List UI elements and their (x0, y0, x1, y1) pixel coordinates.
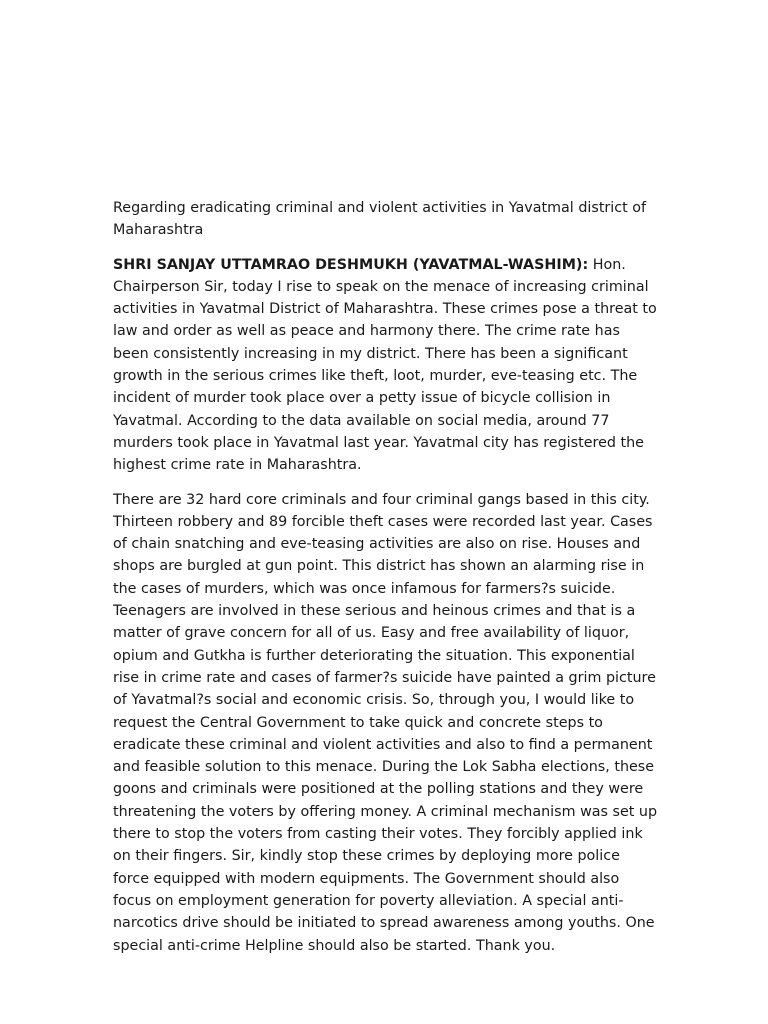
speech-paragraph-2: There are 32 hard core criminals and four criminal gangs based in this city. Thirteen robbery and 89 forcible theft cases were recorded last year. Cases of chain snatching and eve-teasing activities are also on rise. Houses and shops are burgled at gun point. This district has shown an alarming rise in the cases of murders, which was once infamous for farmers?s suicide. Teenagers are involved in these serious and heinous crimes and that is a matter of grave concern for all of us. Easy and free availability of liquor, opium and Gutkha is further deteriorating the situation. This exponential rise in crime rate and cases of farmer?s suicide have painted a grim picture of Yavatmal?s social and economic crisis. So, through you, I would like to request the Central Government to take quick and concrete steps to eradicate these criminal and violent activities and also to find a permanent and feasible solution to this menace. During the Lok Sabha elections, these goons and criminals were positioned at the polling stations and they were threatening the voters by offering money. A criminal mechanism was set up there to stop the voters from casting their votes. They forcibly applied ink on their fingers. Sir, kindly stop these crimes by deploying more police force equipped with modern equipments. The Government should also focus on employment generation for poverty alleviation. A special anti-narcotics drive should be initiated to spread awareness among youths. One special anti-crime Helpline should also be started. Thank you. (113, 491, 658, 954)
speech-paragraph-1 (113, 254, 658, 477)
subject-heading: Regarding eradicating criminal and violent activities in Yavatmal district of Maharashtra (113, 200, 647, 239)
speaker-name: SHRI SANJAY UTTAMRAO DESHMUKH (YAVATMAL-WASHIM): (113, 256, 589, 273)
paragraph-1-text: Hon. Chairperson Sir, today I rise to speak on the menace of increasing criminal activities in Yavatmal District of Maharashtra. These crimes pose a threat to law and order as well as peace and harmony there. The crime rate has been consistently increasing in my district. There has been a significant growth in the serious crimes like theft, loot, murder, eve-teasing etc. The incident of murder took place over a petty issue of bicycle collision in Yavatmal. According to the data available on social media, around 77 murders took place in Yavatmal last year. Yavatmal city has registered the highest crime rate in Maharashtra. (113, 256, 657, 474)
document-page (113, 197, 658, 969)
